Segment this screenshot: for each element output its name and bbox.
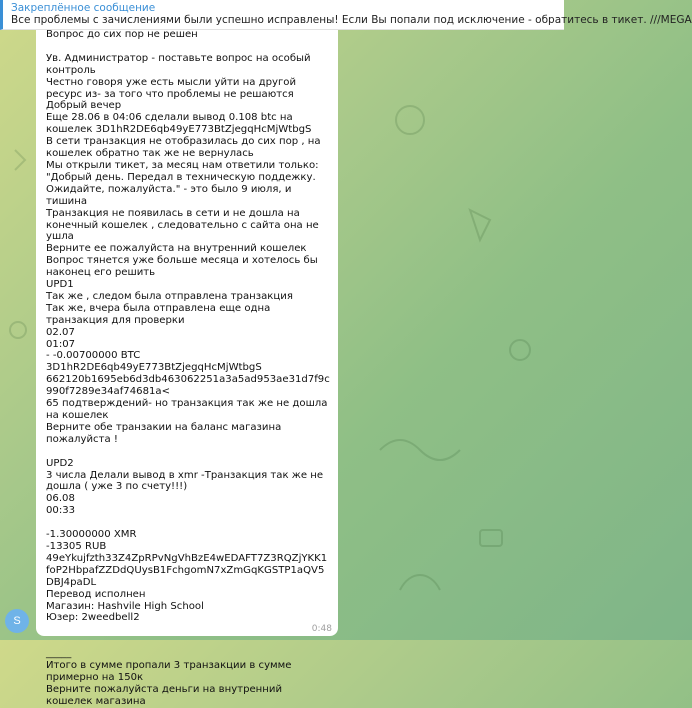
avatar[interactable]: S bbox=[5, 609, 29, 633]
pinned-message-text: Все проблемы с зачислениями были успешно исправлены! Если Вы попали под исключение - обратитесь в тикет. ///MEGA bbox=[11, 14, 692, 26]
pinned-message-title: Закреплённое сообщение bbox=[11, 2, 156, 14]
message-time: 0:48 bbox=[311, 624, 332, 634]
message-bubble[interactable] bbox=[36, 29, 338, 707]
pinned-message-bar[interactable] bbox=[0, 0, 692, 30]
message-text: Вопрос до сих пор не решен Ув. Администратор - поставьте вопрос на особый контроль Честно говоря уже есть мысли уйти на другой ресурс из- за того что проблемы не решаются Добрый вечер Еще 28.06 в 04:06 сделали вывод 0.108 btc на кошелек 3D1hR2DE6qb49yE773BtZjegqHcMjWtbgS В сети транзакция не отобразилась до сих пор , на кошелек обратно так же не вернулась Мы открыли тикет, за месяц нам ответили только: "Добрый день. Передал в техническую поддежку. Ожидайте, пожалуйста." - это было 9 июля, и тишина Транзакция не появилась в сети и не дошла на конечный кошелек , следовательно с сайта она не ушла Верните ее пожалуйста на внутренний кошелек Вопрос тянется уже больше месяца и хотелось бы наконец его решить UPD1 Так же , следом была отправлена транзакция Так же, вчера была отправлена еще одна транзакция для проверки 02.07 01:07 - -0.00700000 BTC 3D1hR2DE6qb49yE773BtZjegqHcMjWtbgS 662120b1695eb6d3db463062251a3a5ad953ae31d7f9c990f7289e34af74681a< 65 подтверждений- но транзакция так же не дошла на кошелек Верните обе транзакии на баланс магазина пожалуйста ! UPD2 3 числа Делали вывод в xmr -Транзакция так же не дошла ( уже 3 по счету!!!) 06.08 00:33 -1.30000000 XMR -13305 RUB 49eYkujfzth33Z4ZpRPvNgVhBzE4wEDAFT7Z3RQZjYKK1foP2HbpafZZDdQUysB1FchgomN7xZmGqKGSTP1aQV5DBJ4paDL Перевод исполнен Магазин: Hashvile High School Юзер: 2weedbell2 _____ Итого в сумме пропали 3 транзакции в сумме примерно на 150к Верните пожалуйста деньги на внутренний кошелек магазина bbox=[46, 29, 330, 707]
